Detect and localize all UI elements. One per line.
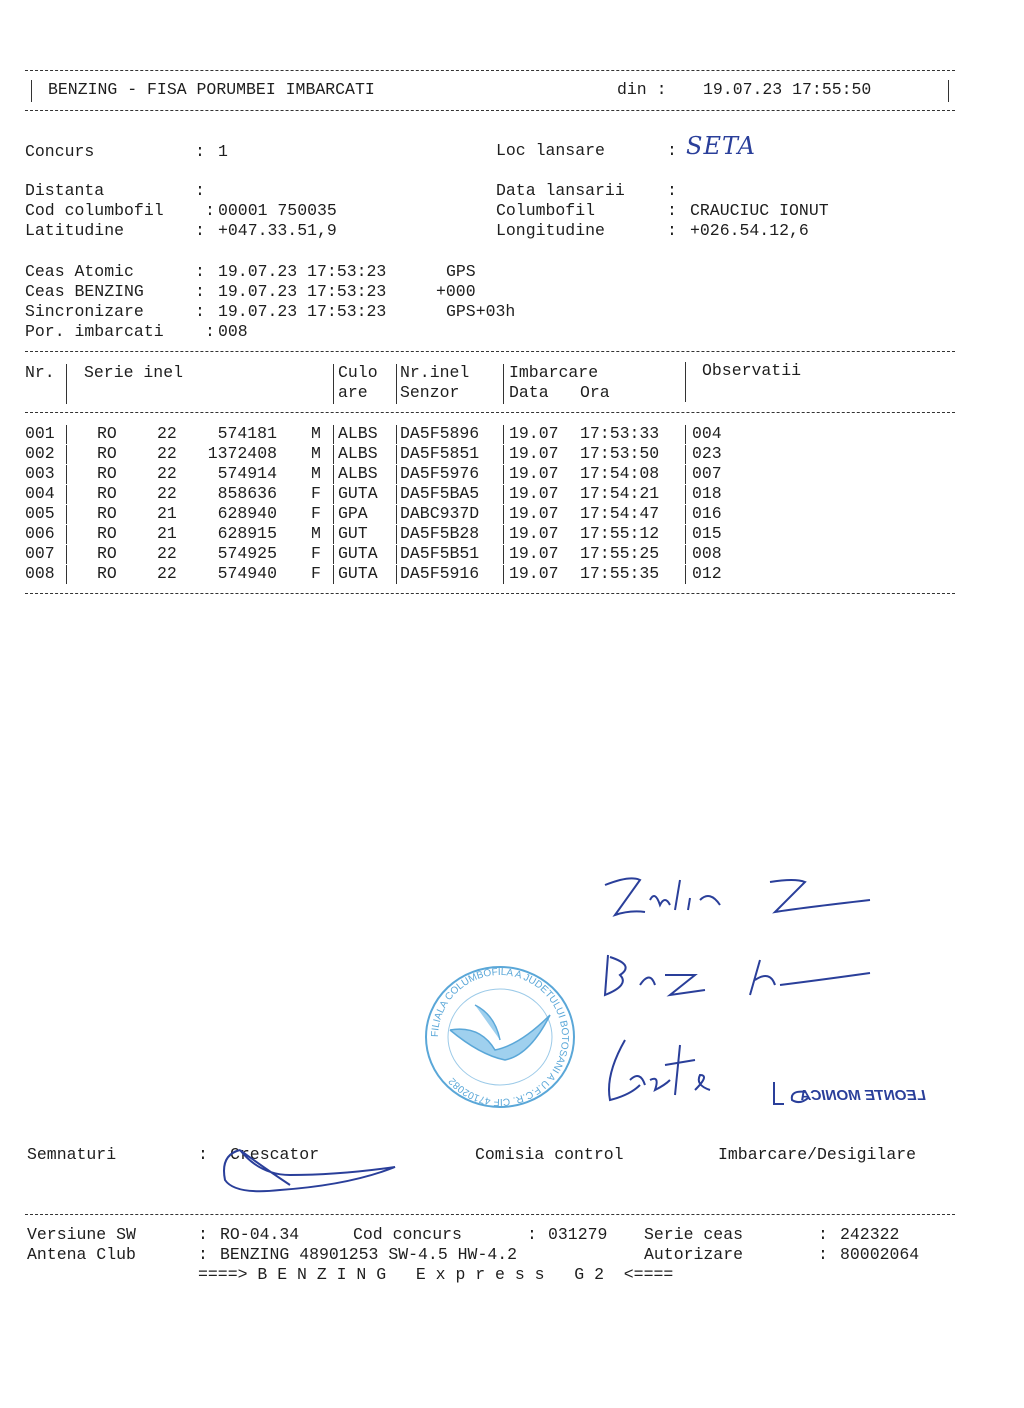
column-separator xyxy=(333,505,334,524)
ring-year: 22 xyxy=(157,564,177,583)
colon: : xyxy=(195,262,205,281)
column-separator xyxy=(503,445,504,464)
sensor-ring: DA5F5916 xyxy=(400,564,480,583)
ring-country: RO xyxy=(97,484,117,503)
sincronizare-label: Sincronizare xyxy=(25,302,144,321)
column-separator xyxy=(66,485,67,504)
ring-country: RO xyxy=(97,564,117,583)
observation: 004 xyxy=(692,424,722,443)
row-nr: 003 xyxy=(25,464,55,483)
column-separator xyxy=(66,565,67,584)
ceas-benzing-value: 19.07.23 17:53:23 xyxy=(218,282,387,301)
antena-club-label: Antena Club xyxy=(27,1245,136,1264)
divider xyxy=(25,351,955,352)
col-data: Data xyxy=(509,383,549,402)
ring-year: 22 xyxy=(157,444,177,463)
col-nr-inel: Nr.inel xyxy=(400,363,470,382)
sex: F xyxy=(311,504,321,523)
column-separator xyxy=(66,364,67,404)
longitudine-label: Longitudine xyxy=(496,221,605,240)
handwritten-signature xyxy=(600,870,880,930)
ring-country: RO xyxy=(97,504,117,523)
din-label: din : xyxy=(617,80,667,99)
ring-number: 574181 xyxy=(217,424,277,443)
colon: : xyxy=(818,1245,828,1264)
column-separator xyxy=(396,425,397,444)
color: GUTA xyxy=(338,544,378,563)
boarding-time: 17:55:35 xyxy=(580,564,660,583)
sensor-ring: DA5F5B51 xyxy=(400,544,480,563)
observation: 007 xyxy=(692,464,722,483)
colon: : xyxy=(198,1245,208,1264)
ring-year: 22 xyxy=(157,464,177,483)
colon: : xyxy=(195,302,205,321)
sex: F xyxy=(311,484,321,503)
observation: 018 xyxy=(692,484,722,503)
colon: : xyxy=(667,201,677,220)
boarding-time: 17:54:08 xyxy=(580,464,660,483)
cod-concurs-label: Cod concurs xyxy=(353,1225,462,1244)
sincronizare-value: 19.07.23 17:53:23 xyxy=(218,302,387,321)
column-separator xyxy=(396,445,397,464)
column-separator xyxy=(503,565,504,584)
serie-ceas-value: 242322 xyxy=(840,1225,900,1244)
porumbei-imbarcati-label: Por. imbarcati xyxy=(25,322,164,341)
ring-number: 628915 xyxy=(217,524,277,543)
ring-country: RO xyxy=(97,544,117,563)
color: ALBS xyxy=(338,424,378,443)
ring-country: RO xyxy=(97,464,117,483)
column-separator xyxy=(66,545,67,564)
column-separator xyxy=(333,465,334,484)
column-separator xyxy=(333,485,334,504)
col-ora: Ora xyxy=(580,383,610,402)
column-separator xyxy=(396,364,397,404)
ring-year: 22 xyxy=(157,544,177,563)
cod-columbofil-value: 00001 750035 xyxy=(218,201,337,220)
column-separator xyxy=(396,485,397,504)
column-separator xyxy=(685,362,686,402)
row-nr: 001 xyxy=(25,424,55,443)
colon: : xyxy=(818,1225,828,1244)
sensor-ring: DA5F5896 xyxy=(400,424,480,443)
observation: 015 xyxy=(692,524,722,543)
column-separator xyxy=(66,465,67,484)
divider xyxy=(25,412,955,413)
column-separator xyxy=(685,465,686,484)
column-separator xyxy=(396,525,397,544)
ceas-atomic-value: 19.07.23 17:53:23 xyxy=(218,262,387,281)
boarding-time: 17:53:50 xyxy=(580,444,660,463)
boarding-date: 19.07 xyxy=(509,564,559,583)
column-separator xyxy=(66,525,67,544)
column-separator xyxy=(333,425,334,444)
boarding-time: 17:54:47 xyxy=(580,504,660,523)
svg-text:FILIALA COLUMBOFILA A JUDETULU: FILIALA COLUMBOFILA A JUDETULUI BOTOSANI A U.F.C.R. CIF 47102082 xyxy=(429,966,571,1108)
boarding-date: 19.07 xyxy=(509,544,559,563)
colon: : xyxy=(195,181,205,200)
ring-number: 574940 xyxy=(217,564,277,583)
crescator-signature xyxy=(220,1145,410,1200)
ring-number: 858636 xyxy=(217,484,277,503)
column-separator xyxy=(685,505,686,524)
boarding-date: 19.07 xyxy=(509,424,559,443)
handwritten-signature xyxy=(600,1035,740,1110)
column-separator xyxy=(66,445,67,464)
color: GPA xyxy=(338,504,368,523)
col-senzor: Senzor xyxy=(400,383,460,402)
column-separator xyxy=(396,465,397,484)
boarding-time: 17:55:25 xyxy=(580,544,660,563)
ceas-atomic-label: Ceas Atomic xyxy=(25,262,134,281)
column-separator xyxy=(503,425,504,444)
porumbei-imbarcati-value: 008 xyxy=(218,322,248,341)
column-separator xyxy=(685,425,686,444)
row-nr: 002 xyxy=(25,444,55,463)
handwritten-signature xyxy=(600,945,880,1005)
col-nr: Nr. xyxy=(25,363,55,382)
ring-year: 21 xyxy=(157,504,177,523)
boarding-date: 19.07 xyxy=(509,504,559,523)
column-separator xyxy=(333,565,334,584)
boarding-time: 17:53:33 xyxy=(580,424,660,443)
column-separator xyxy=(685,445,686,464)
sensor-ring: DA5F5976 xyxy=(400,464,480,483)
color: ALBS xyxy=(338,444,378,463)
sensor-ring: DA5F5B28 xyxy=(400,524,480,543)
colon: : xyxy=(667,141,677,160)
longitudine-value: +026.54.12,6 xyxy=(690,221,809,240)
sex: M xyxy=(311,524,321,543)
crescator-label: Crescator xyxy=(230,1145,320,1164)
observation: 023 xyxy=(692,444,722,463)
observation: 008 xyxy=(692,544,722,563)
col-observatii: Observatii xyxy=(702,361,802,380)
colon: : xyxy=(198,1225,208,1244)
ring-country: RO xyxy=(97,444,117,463)
ring-year: 21 xyxy=(157,524,177,543)
data-lansarii-label: Data lansarii xyxy=(496,181,625,200)
imbarcare-desigilare-label: Imbarcare/Desigilare xyxy=(718,1145,917,1164)
row-nr: 007 xyxy=(25,544,55,563)
column-separator xyxy=(66,425,67,444)
ring-number: 574914 xyxy=(217,464,277,483)
sincronizare-suffix: GPS+03h xyxy=(446,302,516,321)
name-stamp-mark xyxy=(770,1080,810,1110)
ring-country: RO xyxy=(97,424,117,443)
column-separator xyxy=(503,505,504,524)
row-nr: 006 xyxy=(25,524,55,543)
color: GUTA xyxy=(338,484,378,503)
columbofil-label: Columbofil xyxy=(496,201,596,220)
versiune-sw-value: RO-04.34 xyxy=(220,1225,300,1244)
ceas-atomic-suffix: GPS xyxy=(446,262,476,281)
column-separator xyxy=(503,525,504,544)
col-culoare-2: are xyxy=(338,383,368,402)
antena-club-value: BENZING 48901253 SW-4.5 HW-4.2 xyxy=(220,1245,518,1264)
benzing-express-banner: ====> B E N Z I N G E x p r e s s G 2 <==== xyxy=(198,1265,674,1284)
colon: : xyxy=(667,181,677,200)
row-nr: 005 xyxy=(25,504,55,523)
column-separator xyxy=(66,505,67,524)
sex: M xyxy=(311,464,321,483)
concurs-label: Concurs xyxy=(25,142,95,161)
print-datetime: 19.07.23 17:55:50 xyxy=(703,80,872,99)
column-separator xyxy=(396,545,397,564)
ring-number: 574925 xyxy=(217,544,277,563)
boarding-date: 19.07 xyxy=(509,464,559,483)
color: GUT xyxy=(338,524,368,543)
colon: : xyxy=(667,221,677,240)
column-separator xyxy=(685,525,686,544)
ceas-benzing-label: Ceas BENZING xyxy=(25,282,144,301)
divider xyxy=(25,593,955,594)
column-separator xyxy=(685,485,686,504)
latitudine-value: +047.33.51,9 xyxy=(218,221,337,240)
divider xyxy=(25,1214,955,1215)
latitudine-label: Latitudine xyxy=(25,221,125,240)
boarding-time: 17:54:21 xyxy=(580,484,660,503)
ceas-benzing-suffix: +000 xyxy=(436,282,476,301)
color: GUTA xyxy=(338,564,378,583)
sex: F xyxy=(311,544,321,563)
divider xyxy=(25,70,955,71)
colon: : xyxy=(198,1145,208,1164)
column-separator xyxy=(396,505,397,524)
divider xyxy=(25,110,955,111)
colon: : xyxy=(195,142,205,161)
column-separator xyxy=(333,545,334,564)
color: ALBS xyxy=(338,464,378,483)
boarding-date: 19.07 xyxy=(509,444,559,463)
boarding-date: 19.07 xyxy=(509,524,559,543)
col-culoare: Culo xyxy=(338,363,378,382)
colon: : xyxy=(195,221,205,240)
loc-lansare-value: SETA xyxy=(686,132,756,160)
comisia-control-label: Comisia control xyxy=(475,1145,624,1164)
concurs-value: 1 xyxy=(218,142,228,161)
sensor-ring: DA5F5851 xyxy=(400,444,480,463)
colon: : xyxy=(195,282,205,301)
versiune-sw-label: Versiune SW xyxy=(27,1225,136,1244)
row-nr: 008 xyxy=(25,564,55,583)
col-serie-inel: Serie inel xyxy=(84,363,184,382)
colon: : xyxy=(205,322,215,341)
club-stamp xyxy=(420,965,580,1110)
column-separator xyxy=(503,485,504,504)
autorizare-value: 80002064 xyxy=(840,1245,920,1264)
sex: F xyxy=(311,564,321,583)
column-separator xyxy=(503,364,504,404)
autorizare-label: Autorizare xyxy=(644,1245,744,1264)
serie-ceas-label: Serie ceas xyxy=(644,1225,744,1244)
ring-year: 22 xyxy=(157,484,177,503)
colon: : xyxy=(205,201,215,220)
semnaturi-label: Semnaturi xyxy=(27,1145,117,1164)
ring-year: 22 xyxy=(157,424,177,443)
ring-country: RO xyxy=(97,524,117,543)
observation: 016 xyxy=(692,504,722,523)
sensor-ring: DA5F5BA5 xyxy=(400,484,480,503)
boarding-date: 19.07 xyxy=(509,484,559,503)
cod-concurs-value: 031279 xyxy=(548,1225,608,1244)
row-nr: 004 xyxy=(25,484,55,503)
ring-number: 1372408 xyxy=(207,444,277,463)
sex: M xyxy=(311,444,321,463)
column-separator xyxy=(503,545,504,564)
column-separator xyxy=(333,525,334,544)
header-right-bar xyxy=(948,80,949,102)
loc-lansare-label: Loc lansare xyxy=(496,141,605,160)
cod-columbofil-label: Cod columbofil xyxy=(25,201,164,220)
observation: 012 xyxy=(692,564,722,583)
header-left-bar xyxy=(31,80,32,102)
document-title: BENZING - FISA PORUMBEI IMBARCATI xyxy=(48,80,375,99)
column-separator xyxy=(685,545,686,564)
column-separator xyxy=(333,364,334,404)
column-separator xyxy=(503,465,504,484)
name-stamp: LEONTE MONICA xyxy=(800,1087,926,1104)
col-imbarcare: Imbarcare xyxy=(509,363,599,382)
column-separator xyxy=(333,445,334,464)
column-separator xyxy=(685,565,686,584)
column-separator xyxy=(396,565,397,584)
distanta-label: Distanta xyxy=(25,181,105,200)
columbofil-value: CRAUCIUC IONUT xyxy=(690,201,829,220)
sex: M xyxy=(311,424,321,443)
sensor-ring: DABC937D xyxy=(400,504,480,523)
ring-number: 628940 xyxy=(217,504,277,523)
colon: : xyxy=(527,1225,537,1244)
boarding-time: 17:55:12 xyxy=(580,524,660,543)
